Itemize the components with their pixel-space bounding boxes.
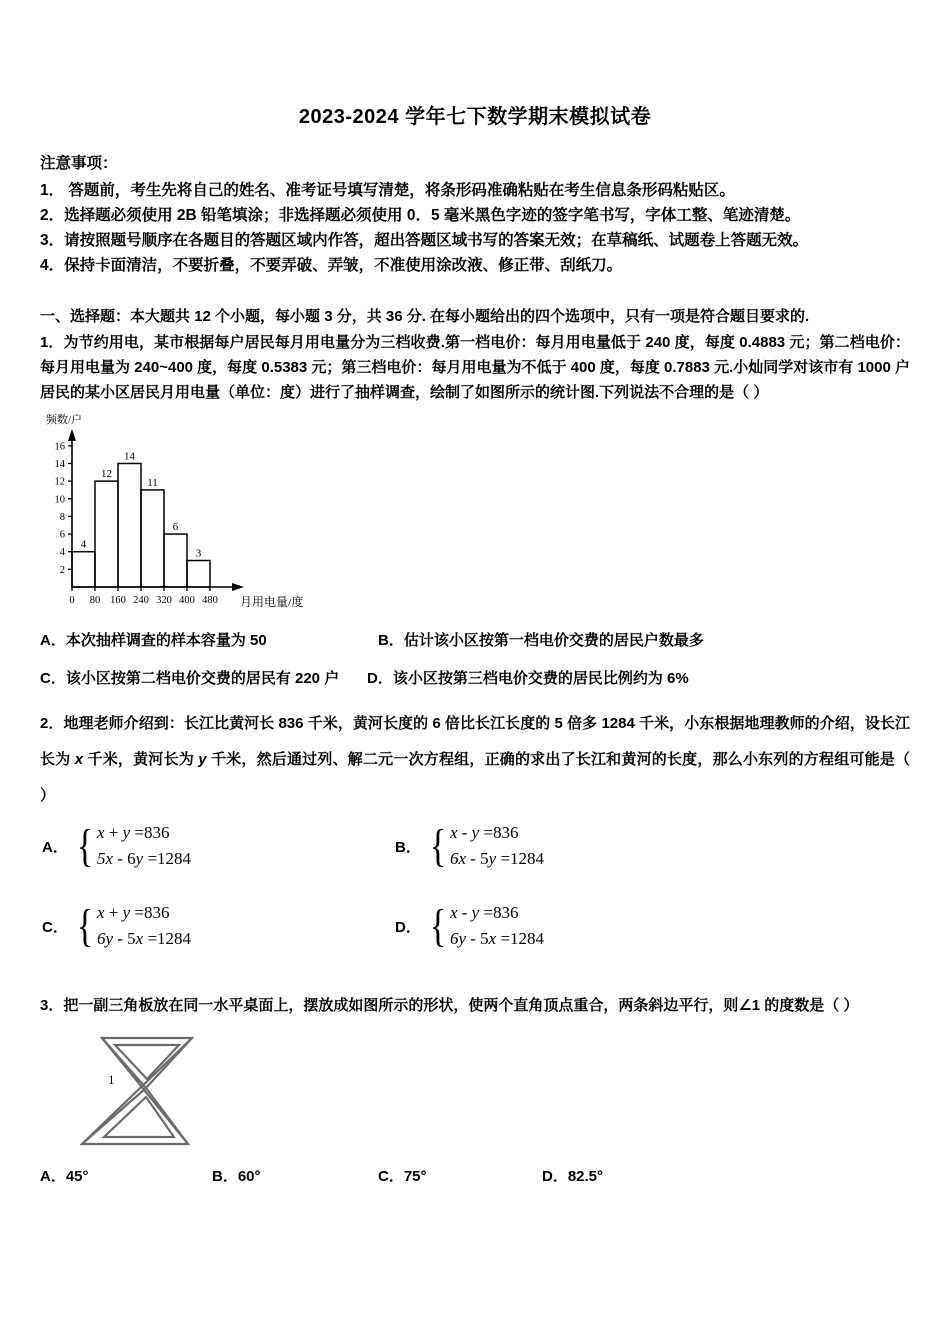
x-axis-arrow <box>232 583 244 591</box>
question-2-text <box>40 706 910 814</box>
q1-option-b[interactable]: B．估计该小区按第一档电价交费的居民户数最多 <box>378 632 704 649</box>
q2-options-row-1 <box>40 820 910 882</box>
bar-value-label: 6 <box>172 521 179 534</box>
eq-term: x <box>96 823 105 842</box>
x-tick-label: 0 <box>69 595 75 606</box>
chart-svg <box>44 411 344 626</box>
q3-option-c[interactable]: C．75° <box>378 1168 427 1185</box>
chart-y-axis-label: 频数/户 <box>46 414 83 426</box>
q1-options-row-2 <box>40 664 910 694</box>
eq-term: - 5 <box>112 929 136 948</box>
brace-icon: { <box>429 900 447 951</box>
x-tick-label: 320 <box>156 595 172 606</box>
y-tick-label: 4 <box>59 547 65 559</box>
y-axis-arrow <box>68 429 76 441</box>
bar-value-label: 3 <box>195 547 202 560</box>
x-tick-label: 240 <box>133 595 149 606</box>
q2-variable-x: x <box>74 751 84 768</box>
eq-term: =836 <box>479 903 519 922</box>
histogram-bar <box>95 481 118 587</box>
notice-block <box>40 151 910 278</box>
y-tick-label: 8 <box>59 511 65 523</box>
eq-term: - <box>457 903 472 922</box>
notice-item: 3．请按照题号顺序在各题目的答题区域内作答，超出答题区域书写的答案无效；在草稿纸、试题卷上答题无效。 <box>40 232 809 249</box>
eq-term: - 5 <box>465 849 489 868</box>
q2-option-b-equations <box>450 820 544 872</box>
q3-options-row <box>40 1162 910 1192</box>
q3-option-b[interactable]: B．60° <box>212 1168 261 1185</box>
question-1-text: 1．为节约用电，某市根据每户居民每月用电量分为三档收费.第一档电价：每月用电量低于 240 度，每度 0.4883 元；第二档电价：每月用电量为 240~400 度，每度 0.5383 元；第三档电价：每月用电量为不低于 400 度，每度 0.7883 元.小灿同学对该市有 1000 户居民的某小区居民月用电量（单位：度）进行了抽样调查，绘制了如图所示的统计图.下列说法不合理的是（ ） <box>40 334 910 401</box>
question-3-text: 3．把一副三角板放在同一水平桌面上，摆放成如图所示的形状，使两个直角顶点重合，两条斜边平行，则∠1 的度数是（ ） <box>40 997 859 1014</box>
bar-value-label: 12 <box>101 468 112 481</box>
q2-option-d[interactable] <box>395 900 544 952</box>
eq-term: y <box>471 903 480 922</box>
q2-variable-y: y <box>198 751 207 768</box>
notice-item: 1． 答题前，考生先将自己的姓名、准考证号填写清楚，将条形码准确粘贴在考生信息条形码粘贴区。 <box>40 182 735 199</box>
eq-term: =1284 <box>496 849 545 868</box>
q1-options-row-1 <box>40 626 910 656</box>
eq-term: 6y <box>96 929 113 948</box>
q2-option-a[interactable] <box>42 820 191 872</box>
q2-option-c[interactable] <box>42 900 191 952</box>
bar-value-label: 4 <box>80 538 87 551</box>
triangle-pair-figure <box>80 1034 280 1154</box>
brace-icon: { <box>76 820 94 871</box>
notice-heading: 注意事项： <box>40 155 118 172</box>
histogram-bar <box>118 463 141 587</box>
eq-term: - 5 <box>465 929 489 948</box>
brace-icon: { <box>76 900 94 951</box>
eq-term: 6y <box>449 929 466 948</box>
eq-term: y <box>471 823 480 842</box>
y-tick-label: 16 <box>54 441 65 453</box>
q2-text-part2: 千米，黄河长为 <box>83 751 199 768</box>
y-tick-label: 12 <box>54 476 65 488</box>
eq-term: =836 <box>130 903 170 922</box>
histogram-bar <box>187 561 210 587</box>
q2-text-part1: 2．地理老师介绍到：长江比黄河长 836 千米，黄河长度的 6 倍比长江长度的 5 倍多 1284 千米，小东根据地理教师的介绍，设长江长为 <box>40 715 910 768</box>
notice-item: 2．选择题必须使用 2B 铅笔填涂；非选择题必须使用 0．5 毫米黑色字迹的签字笔书写，字体工整、笔迹清楚。 <box>40 207 801 224</box>
q2-option-a-equations <box>97 820 191 872</box>
eq-term: 5x <box>96 849 113 868</box>
eq-term: =1284 <box>143 929 192 948</box>
histogram-bar <box>141 490 164 587</box>
bar-value-label: 11 <box>147 476 158 489</box>
eq-term: x <box>449 823 458 842</box>
q2-option-b-letter: B． <box>395 838 421 856</box>
q2-option-c-equations <box>97 900 191 952</box>
eq-term: y <box>488 849 497 868</box>
eq-term: =836 <box>479 823 519 842</box>
section-heading-choice: 一、选择题：本大题共 12 个小题，每小题 3 分，共 36 分. 在每小题给出的四个选项中，只有一项是符合题目要求的. <box>40 308 810 325</box>
brace-icon: { <box>429 820 447 871</box>
eq-term: x <box>135 929 144 948</box>
eq-term: + <box>104 903 123 922</box>
q3-option-a[interactable]: A．45° <box>40 1168 89 1185</box>
eq-term: =836 <box>130 823 170 842</box>
eq-term: =1284 <box>143 849 192 868</box>
q2-option-a-letter: A． <box>42 838 68 856</box>
x-tick-label: 480 <box>202 595 218 606</box>
q2-text-part3: 千米，然后通过列、解二元一次方程组，正确的求出了长江和黄河的长度，那么小东列的方程组可能是（ ） <box>40 751 910 804</box>
eq-term: =1284 <box>496 929 545 948</box>
eq-term: x <box>449 903 458 922</box>
eq-term: 6x <box>449 849 466 868</box>
chart-x-axis-label: 月用电量/度 <box>240 595 304 609</box>
eq-term: - 6 <box>112 849 136 868</box>
page-title: 2023-2024 学年七下数学期末模拟试卷 <box>298 106 652 128</box>
angle-1-label: 1 <box>108 1072 115 1087</box>
eq-term: - <box>457 823 472 842</box>
histogram-chart <box>44 411 344 626</box>
x-tick-label: 400 <box>179 595 195 606</box>
eq-term: y <box>122 823 131 842</box>
y-tick-label: 14 <box>54 458 65 470</box>
q3-option-d[interactable]: D．82.5° <box>542 1168 604 1185</box>
q2-option-c-letter: C． <box>42 918 68 936</box>
bar-value-label: 14 <box>124 450 135 463</box>
y-tick-label: 10 <box>54 494 65 506</box>
q1-option-d[interactable]: D．该小区按第三档电价交费的居民比例约为 6% <box>367 670 689 687</box>
eq-term: y <box>135 849 144 868</box>
y-tick-label: 2 <box>59 564 65 576</box>
histogram-bar <box>164 534 187 587</box>
q2-options-row-2 <box>40 900 910 962</box>
eq-term: + <box>104 823 123 842</box>
histogram-bar <box>72 552 95 587</box>
q1-option-c[interactable]: C．该小区按第二档电价交费的居民有 220 户 <box>40 670 340 687</box>
eq-term: x <box>96 903 105 922</box>
x-tick-label: 80 <box>89 595 101 606</box>
notice-item: 4．保持卡面清洁，不要折叠，不要弄破、弄皱，不准使用涂改液、修正带、刮纸刀。 <box>40 257 623 274</box>
q2-option-d-equations <box>450 900 544 952</box>
x-tick-label: 160 <box>110 595 126 606</box>
eq-term: x <box>488 929 497 948</box>
y-tick-label: 6 <box>59 529 65 541</box>
q1-option-a[interactable]: A．本次抽样调查的样本容量为 50 <box>40 632 267 649</box>
q2-option-d-letter: D． <box>395 918 421 936</box>
triangle-figure-svg <box>80 1034 280 1154</box>
q2-option-b[interactable] <box>395 820 544 872</box>
eq-term: y <box>122 903 131 922</box>
